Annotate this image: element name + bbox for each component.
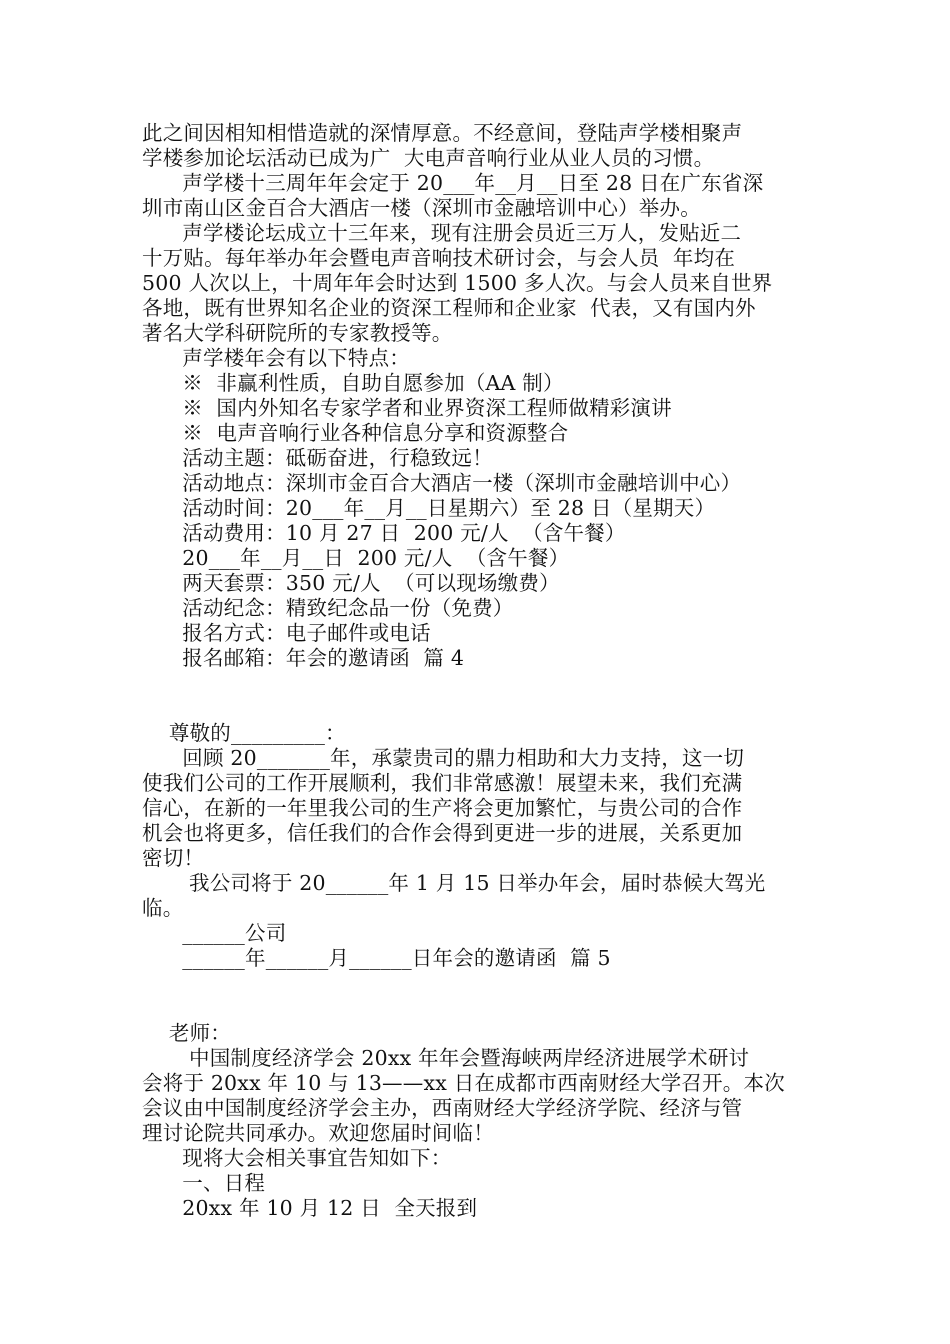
text-line: 此之间因相知相惜造就的深情厚意。不经意间，登陆声学楼相聚声 [142,121,743,145]
signup-email: 报名邮箱：年会的邀请函 篇 4 [142,646,465,670]
text-line: 著名大学科研院所的专家教授等。 [142,321,453,345]
salutation: 尊敬的_________： [142,721,346,745]
event-time: 活动时间：20___年__月__日星期六）至 28 日（星期天） [142,496,716,520]
signature-company: ______公司 [142,921,287,945]
text-line: 圳市南山区金百合大酒店一楼（深圳市金融培训中心）举办。 [142,196,701,220]
text-line: 我公司将于 20______年 1 月 15 日举办年会，届时恭候大驾光 [142,871,766,895]
text-line: 使我们公司的工作开展顺利，我们非常感激！展望未来，我们充满 [142,771,743,795]
event-location: 活动地点：深圳市金百合大酒店一楼（深圳市金融培训中心） [142,471,742,495]
text-line: 信心，在新的一年里我公司的生产将会更加繁忙，与贵公司的合作 [142,796,743,820]
text-line: 500 人次以上，十周年年会时达到 1500 多人次。与会人员来自世界 [142,271,773,295]
text-line: 声学楼十三周年年会定于 20___年__月__日至 28 日在广东省深 [142,171,764,195]
text-line: 临。 [142,896,184,920]
signup-method: 报名方式：电子邮件或电话 [142,621,431,645]
text-line: 会议由中国制度经济学会主办，西南财经大学经济学院、经济与管 [142,1096,743,1120]
feature-item: ※ 电声音响行业各种信息分享和资源整合 [142,421,569,445]
event-theme: 活动主题：砥砺奋进，行稳致远！ [142,446,493,470]
text-line: 声学楼年会有以下特点： [142,346,410,370]
event-fee: 活动费用：10 月 27 日 200 元/人 （含午餐） [142,521,626,545]
text-line: 中国制度经济学会 20xx 年年会暨海峡两岸经济进展学术研讨 [142,1046,750,1070]
salutation: 老师： [142,1021,231,1045]
event-souvenir: 活动纪念：精致纪念品一份（免费） [142,596,514,620]
text-line: 回顾 20_______年，承蒙贵司的鼎力相助和大力支持，这一切 [142,746,745,770]
text-line: 各地，既有世界知名企业的资深工程师和企业家 代表，又有国内外 [142,296,756,320]
text-line: 学楼参加论坛活动已成为广 大电声音响行业从业人员的习惯。 [142,146,715,170]
section-heading: 一、日程 [142,1171,266,1195]
text-line: 十万贴。每年举办年会暨电声音响技术研讨会，与会人员 年均在 [142,246,736,270]
text-line: 现将大会相关事宜告知如下： [142,1146,452,1170]
event-fee-day2: 20___年__月__日 200 元/人 （含午餐） [142,546,570,570]
text-line: 密切！ [142,846,205,870]
text-line: 理讨论院共同承办。欢迎您届时间临！ [142,1121,494,1145]
text-line: 机会也将更多，信任我们的合作会得到更进一步的进展，关系更加 [142,821,743,845]
event-package: 两天套票：350 元/人 （可以现场缴费） [142,571,560,595]
text-line: 声学楼论坛成立十三年来，现有注册会员近三万人，发贴近二 [142,221,742,245]
feature-item: ※ 非赢利性质，自助自愿参加（AA 制） [142,371,564,395]
feature-item: ※ 国内外知名专家学者和业界资深工程师做精彩演讲 [142,396,672,420]
schedule-item: 20xx 年 10 月 12 日 全天报到 [142,1196,478,1220]
text-line: 会将于 20xx 年 10 与 13——xx 日在成都市西南财经大学召开。本次 [142,1071,785,1095]
signature-date: ______年______月______日年会的邀请函 篇 5 [142,946,611,970]
